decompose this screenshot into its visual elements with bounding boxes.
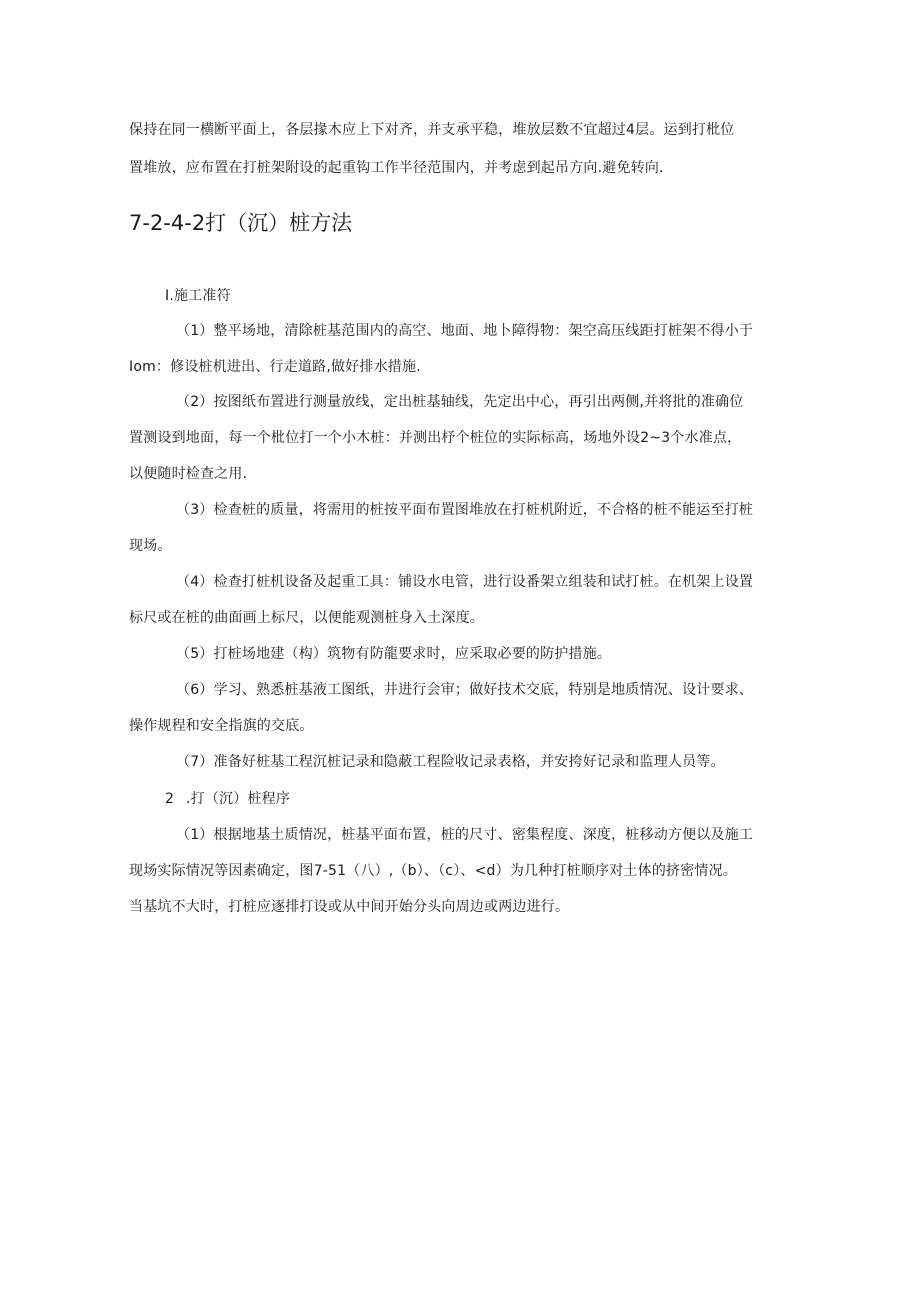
- intro-line-2: 置堆放，应布置在打桩架附设的起重钩工作半径范围内，并考虑到起吊方向.避免转向.: [129, 160, 664, 176]
- part1-item5-line1: （5）打桩场地建（构）筑物有防龍要求时，应采取必要的防护措施。: [176, 646, 612, 662]
- part2-item1-line3: 当基坑不大时，打桩应逐排打设或从中间开始分头向周边或两边进行。: [129, 899, 570, 915]
- part1-item4-line1: （4）检查打桩机设备及起重工具：铺设水电管，进行设番架立组装和试打桩。在机架上设置: [176, 574, 754, 590]
- part1-item4-line2: 标尺或在桩的曲面画上标尺，以便能观测桩身入土深度。: [129, 610, 484, 626]
- intro-line-1: 保持在同一横断平面上，各层掾木应上下对齐，并支承平稳，堆放层数不宜超过4层。运到打枇位: [129, 122, 735, 138]
- part1-item2-line2: 置测设到地面，每一个枇位打一个小木桩：并测出杼个桩位的实际标高，场地外设2~3个水准点，: [129, 430, 742, 446]
- part2-item1-line1: （1）根据地基土质情况，桩基平面布置，桩的尺寸、密集程度、深度，桩移动方便以及施工: [176, 827, 754, 843]
- part2-number: 2: [165, 791, 175, 807]
- part1-item2-line1: （2）按图纸布置进行测量放线，定出桩基轴线，先定出中心，再引出两侧,并将批的准确位: [176, 394, 744, 410]
- part2-item1-line2: 现场实际情况等因素确定，图7-51（八）,（b）、（c）、<d）为几种打桩顺序对土体的挤密情况。: [129, 863, 738, 879]
- part1-item7-line1: （7）准备好桩基工程沉桩记录和隐蔽工程险收记录表格，并安挎好记录和监理人员等。: [176, 754, 725, 770]
- part1-item3-line2: 现场。: [129, 538, 172, 554]
- part2-title: .打（沉）桩程序: [186, 791, 291, 807]
- part1-item3-line1: （3）检查桩的质量，将需用的桩按平面布置图堆放在打桩机附近，不合格的桩不能运至打桩: [176, 502, 754, 518]
- part1-item1-line2: Iom：修设桩机进出、行走道路,做好排水措施.: [129, 359, 421, 375]
- part1-item2-line3: 以便随时检查之用.: [129, 466, 248, 482]
- part1-item6-line2: 操作规程和安全指旗的交底。: [129, 718, 314, 734]
- part1-item1-line1: （1）整平场地，清除桩基范围内的高空、地面、地卜障得物：架空高压线距打桩架不得小于: [176, 323, 754, 339]
- part1-title: I.施工准符: [165, 288, 231, 304]
- part1-item6-line1: （6）学习、熟悉桩基液工图纸，井进行会审；做好技术交底，特别是地质情况、设计要求、: [176, 682, 754, 698]
- section-heading: 7-2-4-2打（沉）桩方法: [129, 211, 353, 235]
